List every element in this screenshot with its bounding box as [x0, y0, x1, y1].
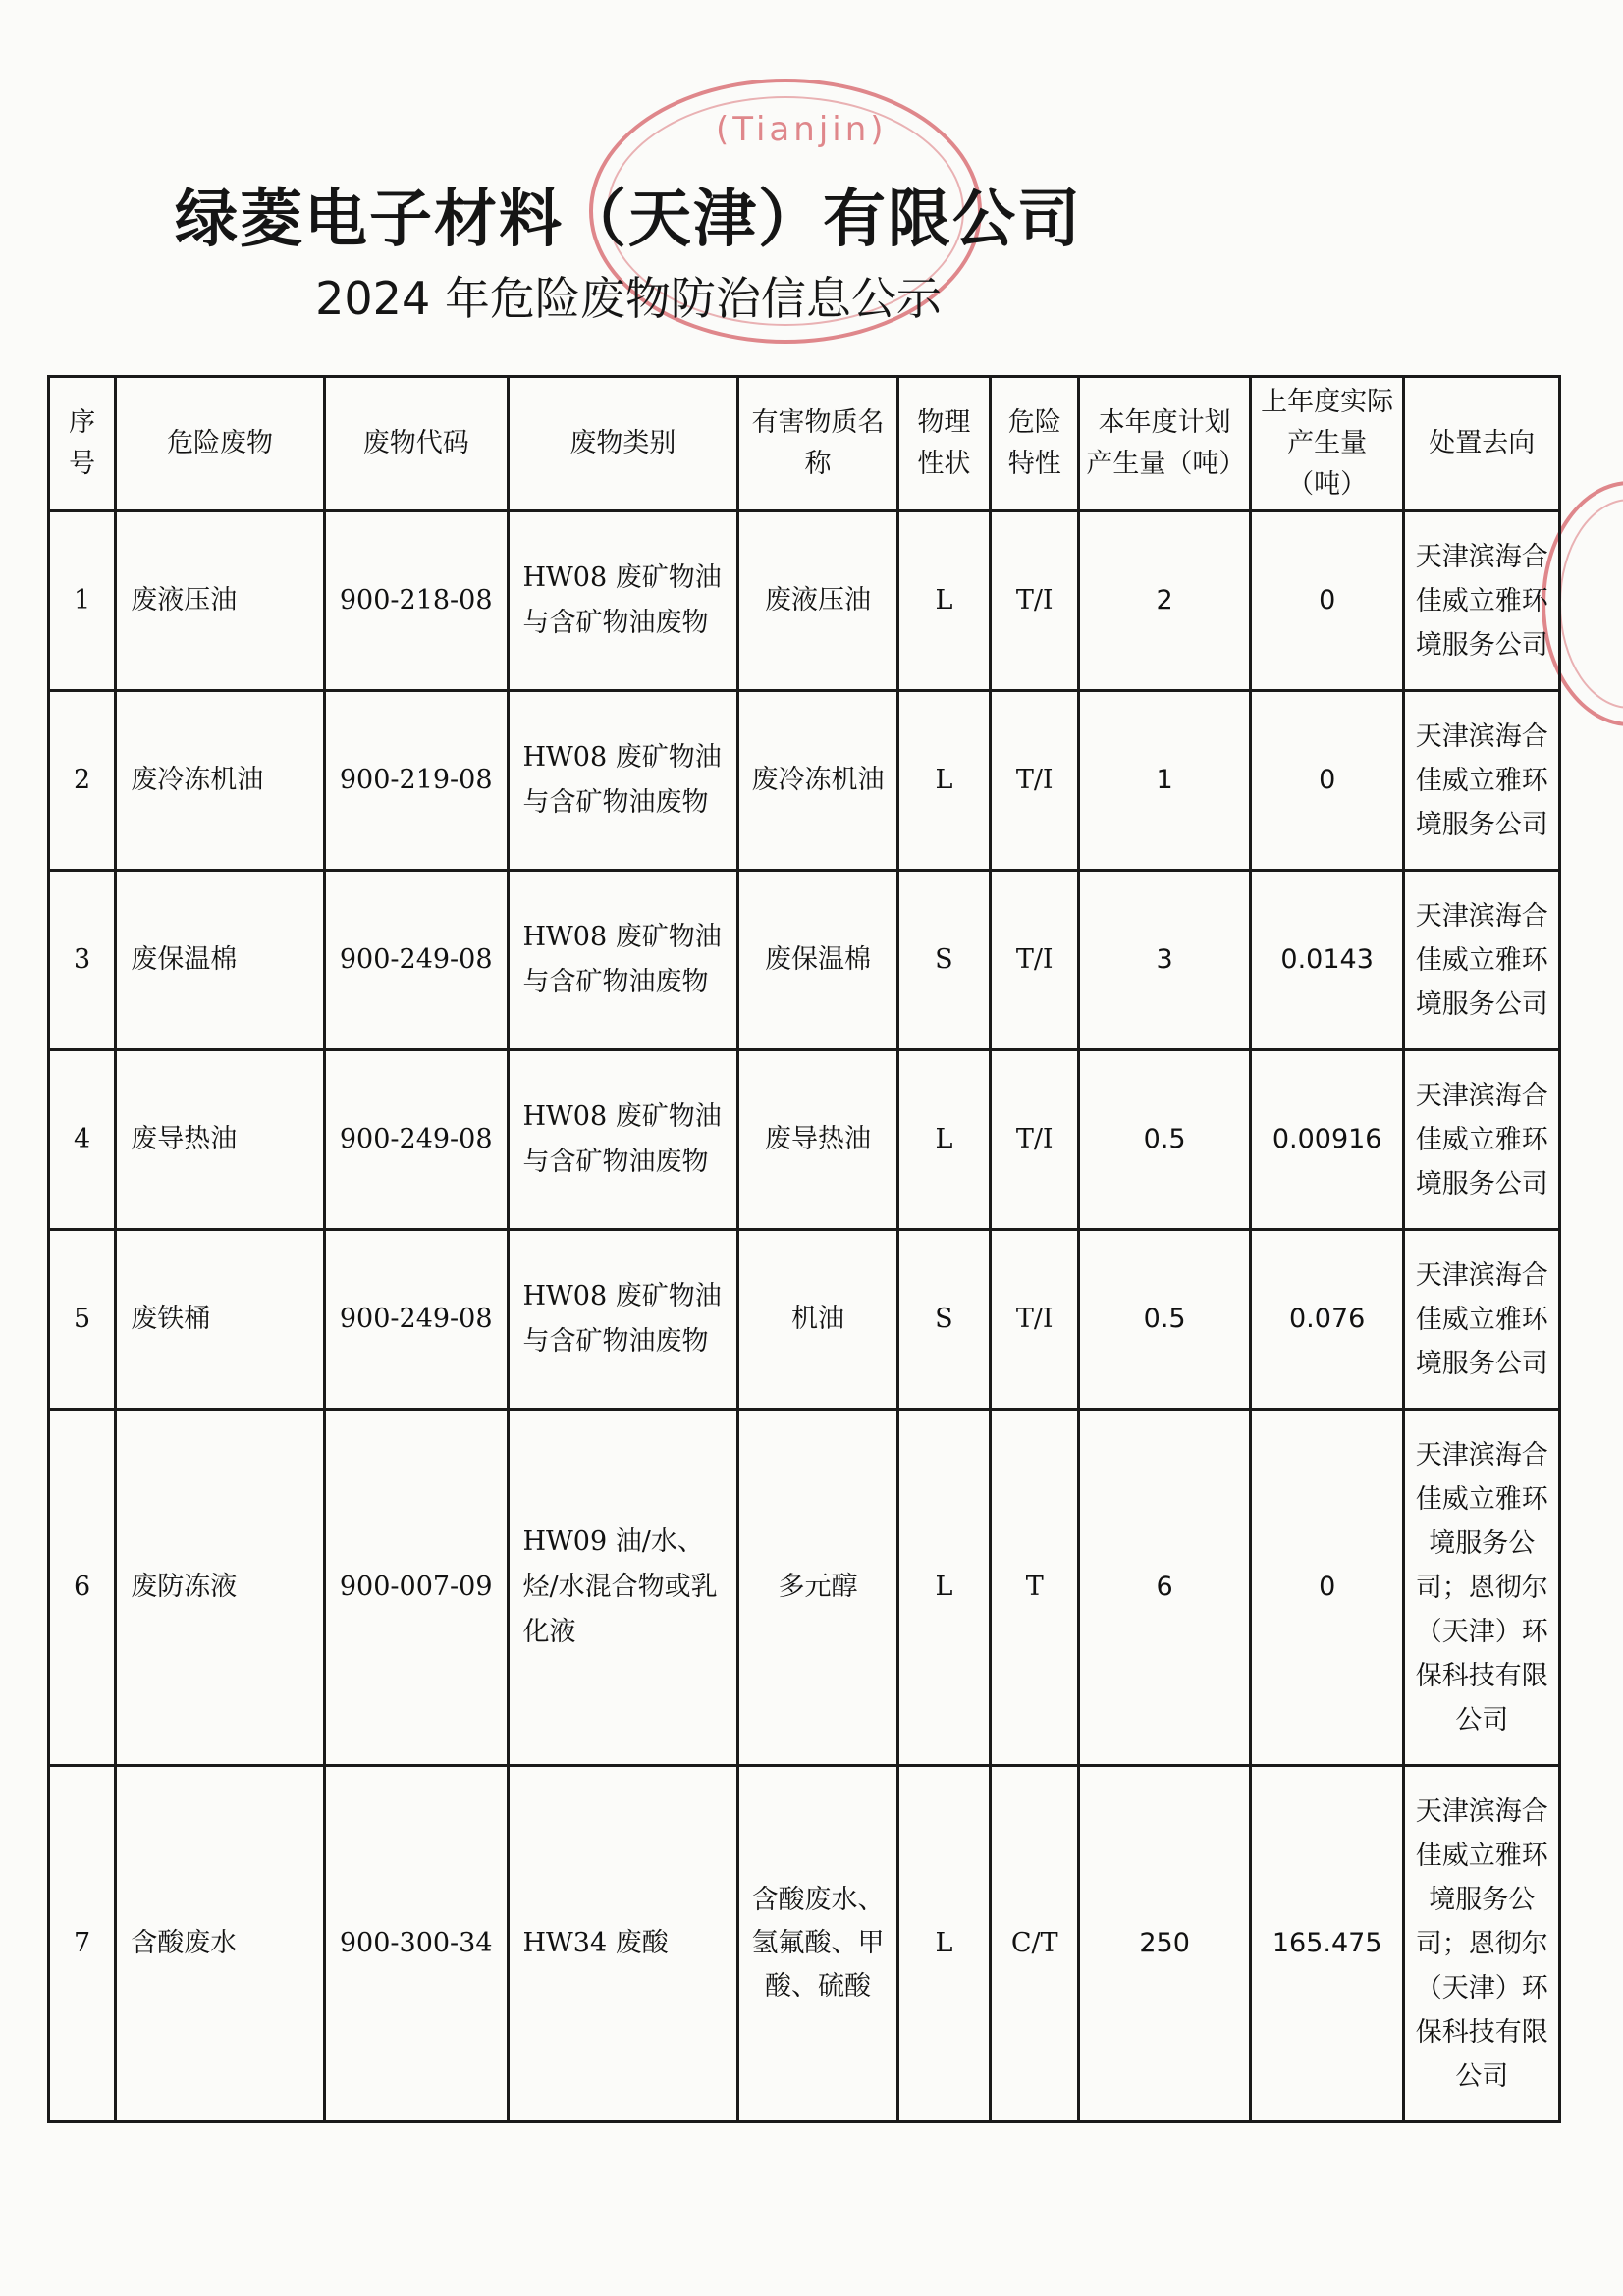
cell-code: 900-300-34	[324, 1766, 508, 2122]
cell-category: HW08 废矿物油与含矿物油废物	[508, 691, 738, 871]
cell-category: HW09 油/水、烃/水混合物或乳化液	[508, 1410, 738, 1766]
hazardous-waste-table	[47, 375, 1561, 2123]
cell-code: 900-219-08	[324, 691, 508, 871]
cell-waste: 废铁桶	[116, 1230, 325, 1410]
cell-waste: 含酸废水	[116, 1766, 325, 2122]
cell-planned: 3	[1079, 871, 1251, 1050]
cell-category: HW08 废矿物油与含矿物油废物	[508, 1050, 738, 1230]
cell-waste: 废冷冻机油	[116, 691, 325, 871]
cell-no: 7	[49, 1766, 116, 2122]
cell-hazard: T/I	[991, 511, 1079, 691]
table-row	[49, 1230, 1560, 1410]
header-hazard: 危险特性	[991, 377, 1079, 511]
document-title: 绿菱电子材料（天津）有限公司	[175, 184, 1082, 256]
cell-no: 6	[49, 1410, 116, 1766]
cell-code: 900-218-08	[324, 511, 508, 691]
cell-hazard: T/I	[991, 871, 1079, 1050]
cell-planned: 6	[1079, 1410, 1251, 1766]
cell-planned: 1	[1079, 691, 1251, 871]
cell-hazard: C/T	[991, 1766, 1079, 2122]
cell-destination: 天津滨海合佳威立雅环境服务公司	[1404, 511, 1560, 691]
cell-waste: 废防冻液	[116, 1410, 325, 1766]
cell-state: S	[897, 871, 990, 1050]
cell-state: L	[897, 1050, 990, 1230]
cell-no: 4	[49, 1050, 116, 1230]
cell-category: HW08 废矿物油与含矿物油废物	[508, 1230, 738, 1410]
cell-planned: 2	[1079, 511, 1251, 691]
cell-hazard: T/I	[991, 691, 1079, 871]
cell-waste: 废导热油	[116, 1050, 325, 1230]
cell-actual: 0	[1250, 691, 1404, 871]
cell-destination: 天津滨海合佳威立雅环境服务公司	[1404, 871, 1560, 1050]
cell-actual: 0.0143	[1250, 871, 1404, 1050]
cell-destination: 天津滨海合佳威立雅环境服务公司；恩彻尔（天津）环保科技有限公司	[1404, 1766, 1560, 2122]
cell-actual: 0	[1250, 1410, 1404, 1766]
cell-hazard: T/I	[991, 1230, 1079, 1410]
table-row	[49, 511, 1560, 691]
header-no: 序号	[49, 377, 116, 511]
cell-substance: 废导热油	[738, 1050, 898, 1230]
cell-category: HW08 废矿物油与含矿物油废物	[508, 871, 738, 1050]
table-row	[49, 1410, 1560, 1766]
cell-waste: 废保温棉	[116, 871, 325, 1050]
table-header-row	[49, 377, 1560, 511]
cell-actual: 0.076	[1250, 1230, 1404, 1410]
cell-state: L	[897, 1766, 990, 2122]
cell-state: L	[897, 1410, 990, 1766]
table-row	[49, 1766, 1560, 2122]
header-substance: 有害物质名称	[738, 377, 898, 511]
cell-no: 3	[49, 871, 116, 1050]
cell-state: S	[897, 1230, 990, 1410]
header-destination: 处置去向	[1404, 377, 1560, 511]
cell-actual: 0.00916	[1250, 1050, 1404, 1230]
cell-substance: 废液压油	[738, 511, 898, 691]
table-row	[49, 1050, 1560, 1230]
cell-actual: 165.475	[1250, 1766, 1404, 2122]
cell-code: 900-007-09	[324, 1410, 508, 1766]
cell-planned: 0.5	[1079, 1230, 1251, 1410]
cell-substance: 废冷冻机油	[738, 691, 898, 871]
cell-hazard: T	[991, 1410, 1079, 1766]
cell-hazard: T/I	[991, 1050, 1079, 1230]
cell-destination: 天津滨海合佳威立雅环境服务公司	[1404, 1230, 1560, 1410]
cell-code: 900-249-08	[324, 1050, 508, 1230]
cell-waste: 废液压油	[116, 511, 325, 691]
cell-no: 1	[49, 511, 116, 691]
cell-substance: 机油	[738, 1230, 898, 1410]
cell-no: 5	[49, 1230, 116, 1410]
cell-no: 2	[49, 691, 116, 871]
cell-destination: 天津滨海合佳威立雅环境服务公司；恩彻尔（天津）环保科技有限公司	[1404, 1410, 1560, 1766]
cell-state: L	[897, 511, 990, 691]
header-waste: 危险废物	[116, 377, 325, 511]
cell-code: 900-249-08	[324, 871, 508, 1050]
header-planned: 本年度计划产生量（吨）	[1079, 377, 1251, 511]
cell-code: 900-249-08	[324, 1230, 508, 1410]
header-state: 物理性状	[897, 377, 990, 511]
cell-planned: 0.5	[1079, 1050, 1251, 1230]
document-subtitle: 2024 年危险废物防治信息公示	[315, 272, 942, 325]
edge-seal-inner-ring	[1559, 499, 1623, 709]
header-code: 废物代码	[324, 377, 508, 511]
table-row	[49, 691, 1560, 871]
table-row	[49, 871, 1560, 1050]
cell-state: L	[897, 691, 990, 871]
cell-destination: 天津滨海合佳威立雅环境服务公司	[1404, 691, 1560, 871]
cell-substance: 废保温棉	[738, 871, 898, 1050]
cell-destination: 天津滨海合佳威立雅环境服务公司	[1404, 1050, 1560, 1230]
header-actual: 上年度实际产生量（吨）	[1250, 377, 1404, 511]
cell-substance: 多元醇	[738, 1410, 898, 1766]
header-category: 废物类别	[508, 377, 738, 511]
seal-text: (Tianjin)	[716, 110, 888, 149]
cell-actual: 0	[1250, 511, 1404, 691]
cell-category: HW08 废矿物油与含矿物油废物	[508, 511, 738, 691]
cell-category: HW34 废酸	[508, 1766, 738, 2122]
cell-planned: 250	[1079, 1766, 1251, 2122]
cell-substance: 含酸废水、氢氟酸、甲酸、硫酸	[738, 1766, 898, 2122]
